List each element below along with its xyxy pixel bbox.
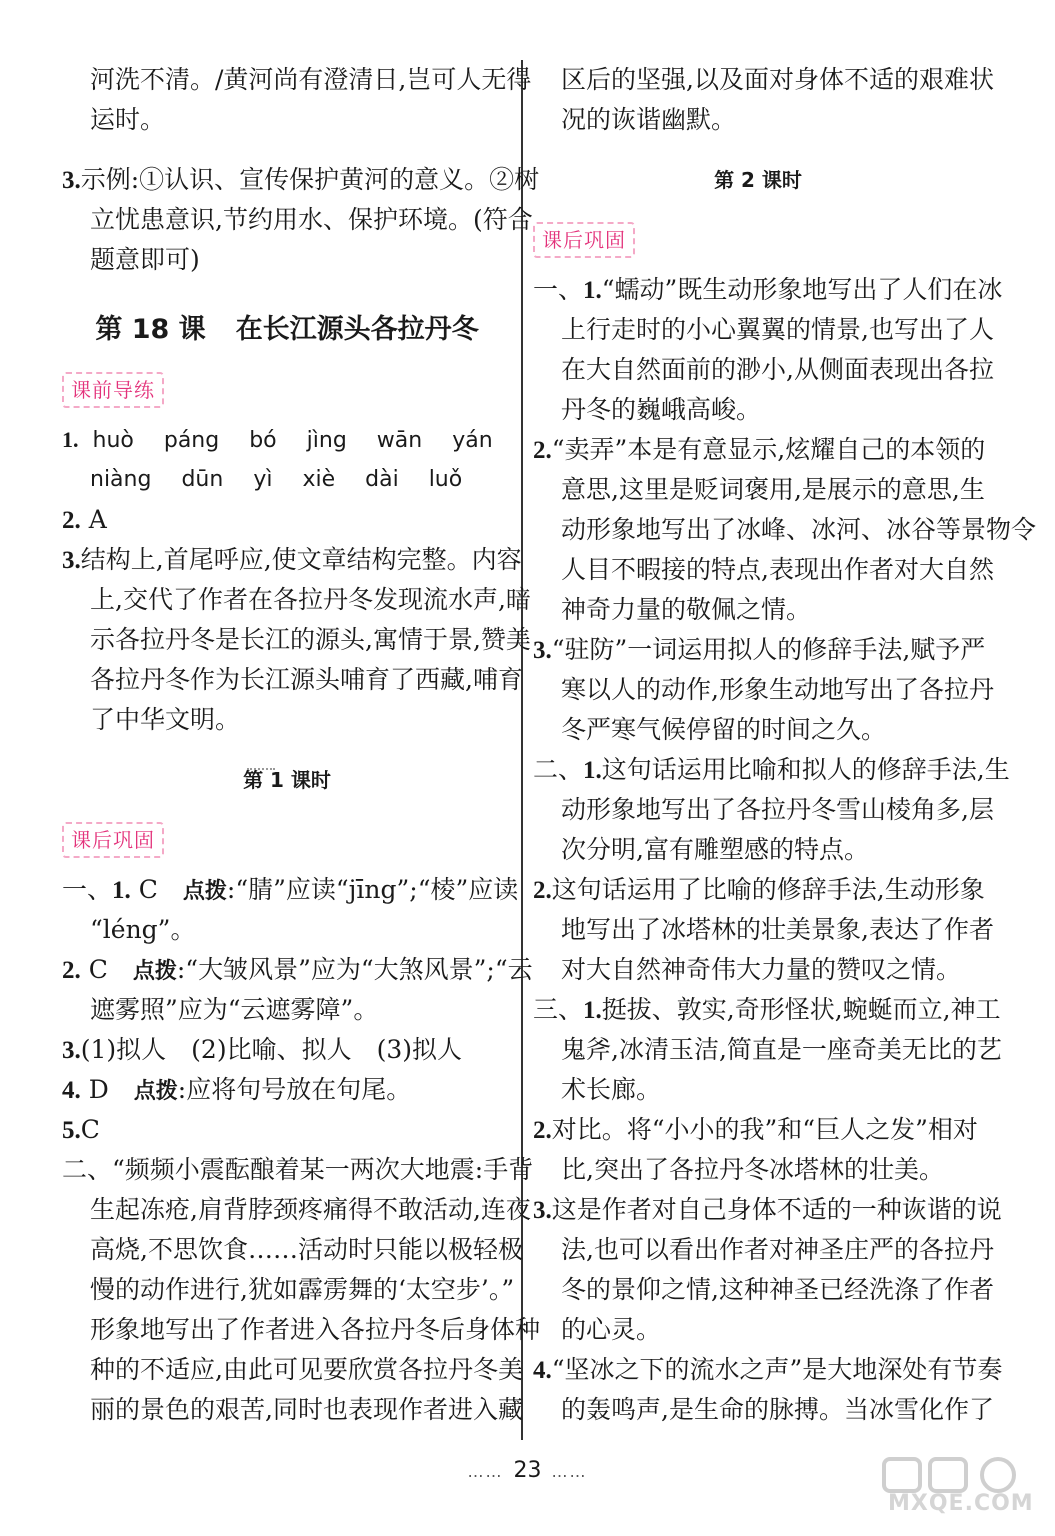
text-line: 了中华文明。 [90, 705, 241, 734]
pre-item-2: 2. A [62, 505, 107, 534]
text-line: 示各拉丹冬是长江的源头,寓情于景,赞美 [90, 625, 531, 654]
answer-q1: 一、1. C 点拨:“腈”应读“jīng”;“棱”应读 [62, 875, 519, 904]
text-line: 种的不适应,由此可见要欣赏各拉丹冬美 [90, 1355, 523, 1384]
text-line: 比,突出了各拉丹冬冰塔林的壮美。 [561, 1155, 944, 1184]
pre-item-3: 3.结构上,首尾呼应,使文章结构完整。内容 [62, 545, 522, 574]
hint-keyword: 点拨 [133, 1079, 178, 1104]
footer-dots-right: …… [551, 1462, 588, 1481]
answer-s1: 二、1.这句话运用比喻和拟人的修辞手法,生 [533, 755, 1010, 784]
item-number: 3. [62, 167, 81, 194]
answer-s2: 2.这句话运用了比喻的修辞手法,生动形象 [533, 875, 985, 904]
answer-r3: 3.“驻防”一词运用拟人的修辞手法,赋予严 [533, 635, 986, 664]
text-line: 丹冬的巍峨高峻。 [561, 395, 762, 424]
lesson-name: 在长江源头各拉丹冬 [235, 314, 479, 345]
watermark-text: MXQE.COM [888, 1491, 1034, 1516]
pinyin-row: niàng dūn yì xiè dài luǒ [90, 467, 463, 492]
text-line: 上,交代了作者在各拉丹冬发现流水声,暗 [90, 585, 531, 614]
text-line: 遮雾照”应为“云遮雾障”。 [90, 995, 379, 1024]
answer-t3: 3.这是作者对自己身体不适的一种诙谐的说 [533, 1195, 1002, 1224]
text-line: 次分明,富有雕塑感的特点。 [561, 835, 869, 864]
text-line: 对大自然神奇伟大力量的赞叹之情。 [561, 955, 962, 984]
text-line: 法,也可以看出作者对神圣庄严的各拉丹 [561, 1235, 994, 1264]
answer-part2: 二、“频频小震酝酿着某一两次大地震:手背 [62, 1155, 534, 1184]
text-line: 生起冻疮,肩背脖颈疼痛得不敢活动,连夜 [90, 1195, 531, 1224]
text-line: 在大自然面前的渺小,从侧面表现出各拉 [561, 355, 994, 384]
pinyin-row: 1. huò páng bó jìng wān yán [62, 427, 493, 453]
text-line: 题意即可) [90, 245, 200, 274]
answer-t1: 三、1.挺拔、敦实,奇形怪状,蜿蜒而立,神工 [533, 995, 1001, 1024]
lesson-title [62, 300, 512, 360]
answer-r2: 2.“卖弄”本是有意显示,炫耀自己的本领的 [533, 435, 986, 464]
session-heading-1: 第 1 课时 [62, 750, 512, 810]
text-line: 立忧患意识,节约用水、保护环境。(符合 [90, 205, 533, 234]
text-line: 冬的景仰之情,这种神圣已经洗涤了作者 [561, 1275, 994, 1304]
section-tag-post: 课后巩固 [62, 822, 164, 858]
text-line: 的轰鸣声,是生命的脉搏。当冰雪化作了 [561, 1395, 994, 1424]
lesson-number: 第 18 课 [95, 314, 206, 345]
answer-q3: 3.(1)拟人 (2)比喻、拟人 (3)拟人 [62, 1035, 462, 1064]
text-line: 运时。 [90, 105, 166, 134]
section-tag-post: 课后巩固 [533, 222, 635, 258]
answer-t4: 4.“坚冰之下的流水之声”是大地深处有节奏 [533, 1355, 1003, 1384]
watermark-icon [880, 1455, 1030, 1495]
watermark-logo [880, 1455, 1034, 1525]
text-line: 况的诙谐幽默。 [561, 105, 737, 134]
text-line: 河洗不清。/黄河尚有澄清日,岂可人无得 [90, 65, 532, 94]
text-line: “léng”。 [90, 915, 196, 944]
text-line: 各拉丹冬作为长江源头哺育了西藏,哺育 [90, 665, 523, 694]
text-line: 寒以人的动作,形象生动地写出了各拉丹 [561, 675, 994, 704]
text-line: 意思,这里是贬词褒用,是展示的意思,生 [561, 475, 985, 504]
section-tag-pre: 课前导练 [62, 372, 164, 408]
answer-t2: 2.对比。将“小小的我”和“巨人之发”相对 [533, 1115, 978, 1144]
answer-q2: 2. C 点拨:“大皱风景”应为“大煞风景”;“云 [62, 955, 533, 984]
text-line: 冬严寒气候停留的时间之久。 [561, 715, 887, 744]
text-line: 慢的动作进行,犹如霹雳舞的‘太空步’。” [90, 1275, 515, 1304]
text-line: 动形象地写出了各拉丹冬雪山棱角多,层 [561, 795, 994, 824]
text-line: 上行走时的小心翼翼的情景,也写出了人 [561, 315, 994, 344]
text-line: 神奇力量的敬佩之情。 [561, 595, 812, 624]
text-line: 人目不暇接的特点,表现出作者对大自然 [561, 555, 994, 584]
text-line: 的心灵。 [561, 1315, 662, 1344]
text-line: 丽的景色的艰苦,同时也表现作者进入藏 [90, 1395, 523, 1424]
text-line: 鬼斧,冰清玉洁,简直是一座奇美无比的艺 [561, 1035, 1002, 1064]
answer-r1: 一、1.“蠕动”既生动形象地写出了人们在冰 [533, 275, 1003, 304]
page-number: 23 [513, 1458, 542, 1483]
answer-q4: 4. D 点拨:应将句号放在句尾。 [62, 1075, 412, 1104]
text-line: 区后的坚强,以及面对身体不适的艰难状 [561, 65, 994, 94]
right-column [533, 60, 1037, 1430]
text-line: 示例:①认识、宣传保护黄河的意义。②树 [80, 165, 540, 194]
text-line: 动形象地写出了冰峰、冰河、冰谷等景物令 [561, 515, 1037, 544]
hint-keyword: 点拨 [182, 879, 227, 904]
left-column [62, 60, 541, 1430]
answer-item-3 [62, 160, 540, 200]
text-line: 高烧,不思饮食……活动时只能以极轻极 [90, 1235, 523, 1264]
answer-q5: 5.C [62, 1115, 100, 1144]
footer-dots-left: …… [467, 1462, 504, 1481]
text-line: 术长廊。 [561, 1075, 662, 1104]
session-heading-2: 第 2 课时 [714, 168, 802, 192]
text-line: 地写出了冰塔林的壮美景象,表达了作者 [561, 915, 994, 944]
text-line: 形象地写出了作者进入各拉丹冬后身体种 [90, 1315, 541, 1344]
hint-keyword: 点拨 [132, 959, 177, 984]
